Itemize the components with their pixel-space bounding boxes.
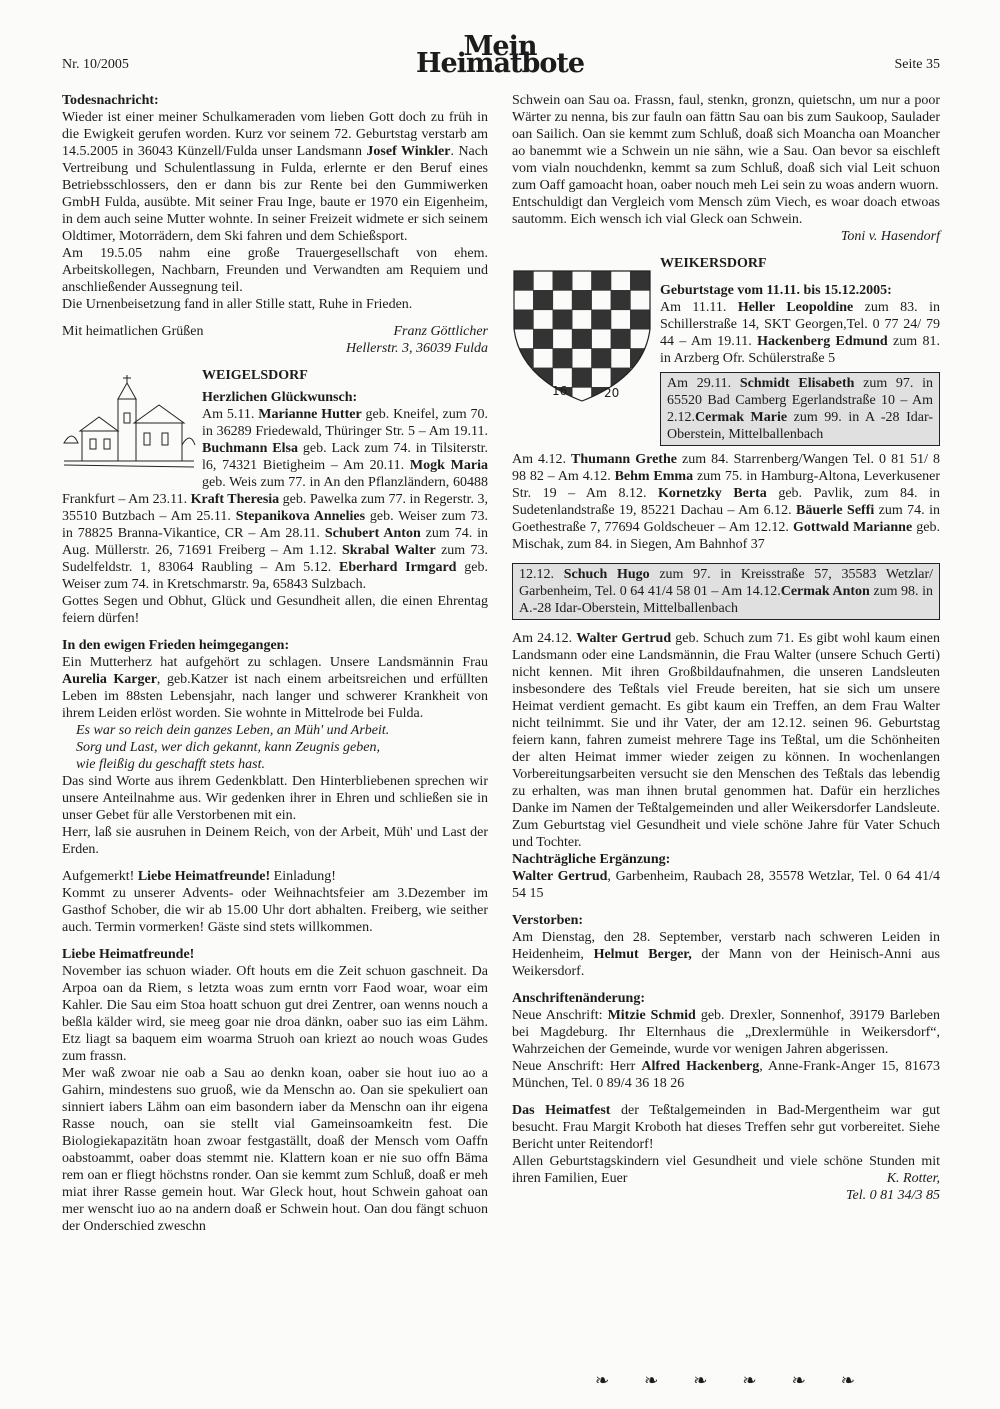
box-name: Cermak Marie — [695, 410, 788, 425]
shield-square — [630, 310, 649, 329]
bday-text: zum 75. in Hamburg-Altona, Leverkusener Str. 19 – Am 8.12. — [512, 469, 940, 501]
left-column — [62, 92, 488, 1235]
death-notice-burial: Die Urnenbeisetzung fand in aller Stille statt, Ruhe in Frieden. — [62, 297, 413, 312]
shield-square — [592, 310, 611, 329]
page-number: Seite 35 — [894, 57, 940, 72]
heimatfest-label: Das Heimatfest — [512, 1103, 611, 1118]
death-text-a: Wieder ist einer meiner Schulkameraden vom lieben Gott doch zu früh in die Ewigkeit gerufen worden. Kurz vor seinem 72. Geburtstag verstarb am 14.5.2005 in 36043 Künzell/Fulda unser Landsmann — [62, 110, 488, 159]
bday-text: geb. Weiser zum 74. in Kretschmarstr. 9a, 65843 Sulzbach. — [62, 560, 488, 592]
church-illustration-icon — [62, 373, 196, 477]
shield-square — [514, 310, 533, 329]
bday-text: zum 73. Sudelfeldstr. 1, 83064 Raubling – Am 5.12. — [62, 543, 488, 575]
tribute-name: Walter Gertrud — [576, 631, 672, 646]
bday-text: zum 84. Starrenberg/Wangen Tel. 0 81 51/ 8 98 82 – Am 4.12. — [512, 452, 941, 484]
invitation-title — [62, 868, 488, 885]
address-name: Mitzie Schmid — [607, 1008, 696, 1023]
shield-square — [533, 271, 552, 290]
closing-body: Allen Geburtstagskindern viel Gesundheit und viele schöne Stunden mit ihren Familien, Euer — [512, 1154, 940, 1186]
bday-name: Schubert Anton — [324, 526, 421, 541]
closing-text — [512, 1153, 940, 1187]
shield-square — [572, 271, 591, 290]
highlight-box-1 — [660, 372, 940, 446]
invitation-text: Kommt zu unserer Advents- oder Weihnachtsfeier am 3.Dezember im Gasthof Schober, die wir ab 15.00 Uhr dort abhalten. Freiberg, wie seither auch. Termin vormerken! Gäste sind stets willkommen. — [62, 886, 488, 935]
box-text: zum 98. in A.-28 Idar-Oberstein, Mittelballenbach — [519, 584, 933, 616]
closing-signature: K. Rotter, — [886, 1171, 940, 1186]
shield-square — [553, 290, 572, 309]
poem-line-1: Es war so reich dein ganzes Leben, an Müh' und Arbeit. — [76, 723, 390, 738]
bday-text: Am 11.11. — [660, 300, 738, 315]
address-label: Neue Anschrift: Herr — [512, 1059, 642, 1074]
shield-square — [592, 329, 611, 348]
weikersdorf-birthdays-b — [512, 451, 940, 553]
address-text: geb. Drexler, Sonnenhof, 39179 Barleben bei Magdeburg. Ihr Elternhaus die „Drexlermühle in Weikersdorf“, Wahrzeichen der Gemeinde, wurde vor wenigen Jahren abgerissen. — [512, 1008, 940, 1057]
ornament-leaf-icon: ❧ — [840, 1371, 855, 1390]
tribute-text: Am 24.12. — [512, 631, 577, 646]
bday-text: zum 81. in Arzberg Ofr. Schülerstraße 5 — [660, 334, 940, 366]
bday-name: Mogk Maria — [409, 458, 488, 473]
shield-square — [611, 290, 630, 309]
dialect-title: Liebe Heimatfreunde! — [62, 947, 195, 962]
shield-square — [572, 349, 591, 368]
weikersdorf-title: WEIKERSDORF — [660, 256, 767, 271]
invitation-attn: Aufgemerkt! — [62, 869, 138, 884]
box-name: Schuch Hugo — [563, 567, 650, 582]
poem-line-2: Sorg und Last, wer dich gekannt, kann Zeugnis geben, — [76, 740, 380, 755]
shield-square — [553, 329, 572, 348]
shield-square — [514, 271, 533, 290]
address-change-2 — [512, 1058, 940, 1092]
box-name: Cermak Anton — [780, 584, 870, 599]
shield-square — [611, 310, 630, 329]
shield-square — [533, 310, 552, 329]
shield-square — [572, 290, 591, 309]
supplement-name: Walter Gertrud — [512, 869, 608, 884]
blessing-text: Gottes Segen und Obhut, Glück und Gesundheit allen, die einen Ehrentag feiern dürfen! — [62, 594, 488, 626]
dialect-text-1: November ias schuon wiader. Oft houts em die Zeit schuon gaschneit. Da Arpoa oan da Riem, s letzta woas zum erntn vorr Faod woar, woar eim Kahler. Die Sau eim Stoa hoatt schuon gut drei Zentrer, oan wenns nouch a beßla kälder wird, sie meeg goar nie droa dänkn, oaber suo ias eim Lähm. Etz liagt sa baquem eim woarma Struoh oan kriezt ao nouch woas Gudes zum frassn. — [62, 964, 488, 1064]
heimatfest-body: der Teßtalgemeinden in Bad-Mergentheim war gut besucht. Frau Margit Kroboth hat dieses Treffen sehr gut vorbereitet. Siehe Bericht unter Reitendorf! — [512, 1103, 940, 1152]
signature-address: Hellerstr. 3, 36039 Fulda — [346, 341, 488, 356]
peace-condolence: Das sind Worte aus ihrem Gedenkblatt. Den Hinterbliebenen sprechen wir unsere Anteilnahme aus. Wir gedenken ihrer in Ehren und schließen sie in unser Gebet für alle Verstorbenen mit ein. — [62, 774, 488, 823]
death-notice-requiem: Am 19.5.05 nahm eine große Trauergesellschaft von ehem. Arbeitskollegen, Nachbarn, Freunden und Verwandten am Requiem und anschließender Aussegnung teil. — [62, 246, 488, 295]
shield-square — [533, 290, 552, 309]
deceased-title: Verstorben: — [512, 913, 584, 928]
bday-name: Eberhard Irmgard — [339, 560, 457, 575]
highlight-box-2 — [512, 563, 940, 620]
bday-text: geb. Pawelka zum 77. in Regerstr. 3, 35510 Butzbach – Am 25.11. — [62, 492, 489, 524]
box-text: Am 29.11. — [667, 376, 740, 391]
shield-square — [514, 368, 533, 387]
ornament-leaf-icon: ❧ — [595, 1371, 610, 1390]
bday-text: zum 74. in Aug. Müllerstr. 26, 71691 Freiberg – Am 1.12. — [62, 526, 488, 558]
peace-title: In den ewigen Frieden heimgegangen: — [62, 638, 290, 653]
shield-wrapper — [512, 259, 652, 403]
shield-square — [611, 349, 630, 368]
box-text: 12.12. — [519, 567, 564, 582]
bday-text: geb. Mischak, zum 84. in Siegen, Am Bahnhof 37 — [512, 520, 940, 552]
shield-square — [553, 349, 572, 368]
shield-square — [514, 329, 533, 348]
shield-square — [630, 329, 649, 348]
shield-square — [592, 271, 611, 290]
shield-square — [630, 290, 649, 309]
signature-row — [62, 323, 488, 340]
shield-square — [630, 368, 649, 387]
shield-square — [533, 387, 552, 403]
bday-name: Thumann Grethe — [571, 452, 677, 467]
signature-name: Franz Göttlicher — [393, 324, 488, 339]
bday-text: geb. Kneifel, zum 70. in 36289 Friedewald, Thüringer Str. 5 – Am 19.11. — [202, 407, 489, 439]
bday-text: geb. Weiser zum 73. in 78825 Branna-Vikantice, CR – Am 28.11. — [62, 509, 488, 541]
shield-square — [572, 329, 591, 348]
bday-name: Bäuerle Seffi — [795, 503, 875, 518]
peace-name: Aurelia Karger — [62, 672, 157, 687]
peace-text — [62, 654, 488, 722]
invitation-heading: Liebe Heimatfreunde! — [137, 869, 271, 884]
death-notice-text — [62, 109, 488, 245]
death-notice-title: Todesnachricht: — [62, 93, 159, 108]
shield-square — [630, 387, 649, 403]
shield-square — [533, 329, 552, 348]
shield-square — [592, 349, 611, 368]
deceased-name-2: Helmut Berger, — [593, 947, 692, 962]
dialect-text-3: Schwein oan Sau oa. Frassn, faul, stenkn, gronzn, quietschn, um nur a poor Wärter zu nenna, bis zur fauln oan fättn Sau oan bis zum Saukoop, Saulader oan Sailich. Oan sie kemmt zum Schluß, doaß sich Moancha oan Moancher ao banemmt wie a Schwein un nie sähn, wie a Sau. Oan bevor sa eischleft vom vialn nouchdenkn, kemmt sa zum Schluß, doaß sich vial Leit schuon zum Oaff gamoacht hoan, oaber nouch meh Lei sein zu woas andern wuorn. — [512, 93, 940, 193]
shield-square — [572, 368, 591, 387]
shield-square — [553, 271, 572, 290]
invitation-label: Einladung! — [270, 869, 336, 884]
bday-text: zum 74. in Goethestraße 7, 77694 Goldscheuer – Am 12.12. — [512, 503, 940, 535]
address-name: Alfred Hackenberg — [641, 1059, 760, 1074]
box-text: zum 99. in A -28 Idar-Oberstein, Mittelballenbach — [667, 410, 933, 442]
shield-square — [514, 387, 533, 403]
issue-number: Nr. 10/2005 — [62, 57, 129, 72]
bday-name: Gottwald Marianne — [792, 520, 913, 535]
address-change-title: Anschriftenänderung: — [512, 991, 646, 1006]
address-label: Neue Anschrift: — [512, 1008, 608, 1023]
tribute-text: geb. Schuch zum 71. Es gibt wohl kaum einen Landsmann oder eine Landsmännin, die Frau Walter (unsere Schuch Gerti) nicht kennen. Mit ihren Großbildaufnahmen, die unseren Landsleuten insbesondere des Teßtals viel Freude bereiten, hat sie sich um unsere Heimat verdient gemacht. Es gibt kaum ein Treffen, an dem Frau Walter nicht teilnimmt. Sie und ihr Vater, der am 12.12. seinen 96. Geburtstag feiern kann, fahren zumeist mehrere Tage ins Teßtal, um die Schönheiten der alten Heimat immer wieder zeigen zu können. In wochenlangen Vorbereitungsarbeiten versucht sie den Menschen des Teßtals das lebendig zu erhalten, was man ihnen brutal genommen hat. Dafür ein herzliches Danke im Namen der Teßtalgemeinden und aller Weikersdorfer Landsleute. Zum Geburtstag viel Gesundheit und viele schöne Jahre für Vater Schuch und Tochter. — [512, 631, 941, 850]
peace-prayer: Herr, laß sie ausruhen in Deinem Reich, von der Arbeit, Müh' und Last der Erden. — [62, 825, 488, 857]
bday-text: zum 83. in Schillerstraße 14, SKT Georgen,Tel. 0 77 24/ 79 44 – Am 19.11. — [660, 300, 940, 349]
box-text: zum 97. in Kreisstraße 57, 35583 Wetzlar/ Garbenheim, Tel. 0 64 41/4 58 01 – Am 14.12. — [519, 567, 933, 599]
supplement-text — [512, 868, 940, 902]
ornament-leaf-icon: ❧ — [791, 1371, 806, 1390]
weigelsdorf-title: WEIGELSDORF — [202, 368, 308, 383]
bday-name: Behm Emma — [614, 469, 694, 484]
shield-year-right: 20 — [604, 386, 620, 400]
bday-name: Heller Leopoldine — [737, 300, 854, 315]
box-name: Schmidt Elisabeth — [739, 376, 855, 391]
shield-square — [611, 271, 630, 290]
shield-square — [630, 271, 649, 290]
closing-telephone: Tel. 0 81 34/3 85 — [846, 1188, 940, 1203]
newspaper-logo: Mein Heimatbote — [415, 31, 585, 79]
shield-square — [572, 310, 591, 329]
heimatfest-text — [512, 1102, 940, 1153]
dialect-signature: Toni v. Hasendorf — [840, 229, 940, 244]
address-text: , Anne-Frank-Anger 15, 81673 München, Tel. 0 89/4 36 18 26 — [512, 1059, 940, 1091]
bday-name: Buchmann Elsa — [202, 441, 298, 456]
address-change-1 — [512, 1007, 940, 1058]
peace-text-a: Ein Mutterherz hat aufgehört zu schlagen. Unsere Landsmännin Frau — [62, 655, 488, 670]
bday-text: geb. Pavlik, zum 84. in Sudetenlandstraße 19, 85221 Dachau – Am 6.12. — [512, 486, 940, 518]
shield-square — [553, 310, 572, 329]
deceased-text-a: Am Dienstag, den 28. September, verstarb nach schweren Leiden in Heidenheim, — [512, 930, 940, 962]
box-text: zum 97. in 65520 Bad Camberg Egerlandstraße 10 – Am 2.12. — [667, 376, 934, 425]
death-text-b: . Nach Vertreibung und Schulentlassung in Fulda, erlernte er den Beruf eines Betriebsschlossers, den er dann bis zur Rente bei den Gummiwerken GmbH Fulda, ausübte. Mit seiner Frau Inge, baute er 1970 ein Eigenheim, in dem auch seine Mutter wohnte. In seiner Freizeit widmete er sich seinem Oldtimer, Motorrädern, dem Ski fahren und dem Schießsport. — [62, 144, 488, 244]
bday-name: Marianne Hutter — [258, 407, 362, 422]
ornament-leaf-icon: ❧ — [644, 1371, 659, 1390]
peace-text-b: , geb.Katzer ist nach einem arbeitsreichen und erfüllten Leben im 88sten Lebensjahr, nach langer und schwerer Krankheit von ihrem Leiden erlöst worden. Sie wohnte in Mittelrode bei Fulda. — [62, 672, 488, 721]
bday-text: geb. Weis zum 77. in An den Pflanzländern, 60488 Frankfurt – Am 23.11. — [62, 475, 488, 507]
ornament-row — [595, 1372, 855, 1389]
bday-name: Stepanikova Annelies — [235, 509, 366, 524]
congrats-title: Herzlichen Glückwunsch: — [202, 390, 358, 405]
walter-tribute — [512, 630, 940, 851]
bday-name: Skrabal Walter — [341, 543, 436, 558]
bday-text: Am 4.12. — [512, 452, 572, 467]
weikersdorf-section — [512, 255, 940, 446]
shield-square — [592, 290, 611, 309]
supplement-address: , Garbenheim, Raubach 28, 35578 Wetzlar, Tel. 0 64 41/4 54 15 — [512, 869, 940, 901]
bday-name: Hackenberg Edmund — [757, 334, 888, 349]
ornament-leaf-icon: ❧ — [742, 1371, 757, 1390]
bday-name: Kornetzky Berta — [658, 486, 767, 501]
right-column — [512, 92, 940, 1204]
dialect-text-2: Mer waß zwoar nie oab a Sau ao denkn koan, oaber sie hout iuo ao a Gahirn, mindestens suo gruoß, wie da Menschn ao. Oan sie spekuliert oan sinniert iabers Lähm oan eim basondern iaber da Menschn oan ihr eigena Rasse nouch, oan sie stellt vial Gameinsoamkeitn fest. Die Biologiekapazitätn hoan zwoar festgaställt, doaß der Mensch vom Oaffn oabstoammt, oaber doas stemmt nie. Klattern koan er nie suo offn Bäma rem oan er fliegt höchstns ronder. Oan sie kemmt zum Schluß, doaß er meh miat ihrer Rasse gemein hout. War Gleck hout, hout Schwein gahoat oan mer wenscht iuo ao na andern doaß er Schwein hout. Oan dou fängt schuon der Onderschied zweschn — [62, 1066, 488, 1234]
shield-year-left: 16 — [552, 384, 568, 398]
deceased-text — [512, 929, 940, 980]
ornament-leaf-icon: ❧ — [693, 1371, 708, 1390]
greeting: Mit heimatlichen Grüßen — [62, 324, 204, 339]
bday-text: geb. Lack zum 74. in Tilsiterstr. l6, 74321 Bietigheim – Am 20.11. — [202, 441, 488, 473]
coat-of-arms-icon — [512, 259, 652, 403]
bday-text: Am 5.11. — [202, 407, 259, 422]
deceased-name: Josef Winkler — [366, 144, 451, 159]
deceased-text-b: der Mann von der Heinisch-Anni aus Weikersdorf. — [512, 947, 941, 979]
shield-square — [611, 329, 630, 348]
shield-square — [514, 290, 533, 309]
weikersdorf-birthday-title: Geburtstage vom 11.11. bis 15.12.2005: — [660, 283, 892, 298]
shield-square — [533, 349, 552, 368]
bday-name: Kraft Theresia — [190, 492, 280, 507]
poem-line-3: wie fleißig du geschafft stets hast. — [76, 757, 265, 772]
supplement-title: Nachträgliche Ergänzung: — [512, 852, 671, 867]
dialect-text-4: Entschuldigt dan Vergleich vom Mensch züm Viech, es woar doach etwoas sautomm. Eich wensch ich vial Gleck oan Schwein. — [512, 195, 940, 227]
